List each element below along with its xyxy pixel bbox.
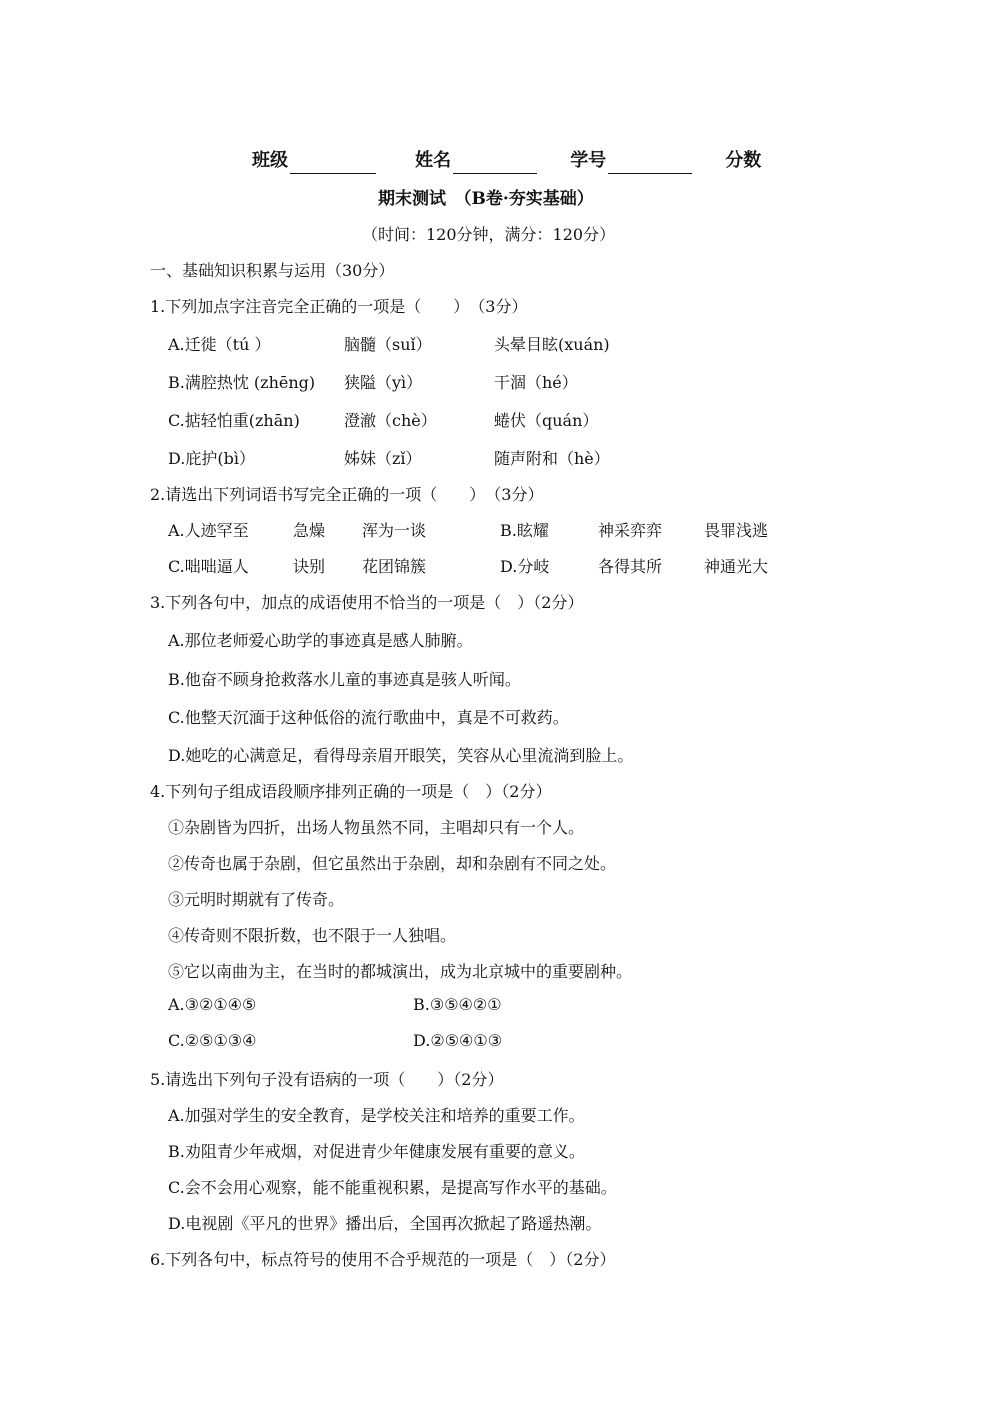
name-blank <box>453 155 537 174</box>
option-text: 各得其所 <box>598 557 663 576</box>
question-5-stem: 5.请选出下列句子没有语病的一项（ ）（2分） <box>150 1070 504 1089</box>
option-text: 随声附和（hè） <box>494 449 610 468</box>
name-label: 姓名 <box>415 150 452 171</box>
option-text: 神采弈弈 <box>598 521 663 540</box>
option-text: 花团锦簇 <box>362 557 427 576</box>
option-text: 干涸（hé） <box>494 373 578 392</box>
question-2-stem: 2.请选出下列词语书写完全正确的一项（ ） （3分） <box>150 485 544 504</box>
option-text: C.咄咄逼人 <box>168 557 249 576</box>
question-6-stem: 6.下列各句中，标点符号的使用不合乎规范的一项是（ ）（2分） <box>150 1250 616 1269</box>
option-text: C.他整天沉湎于这种低俗的流行歌曲中，真是不可救药。 <box>168 708 569 727</box>
class-blank <box>290 155 376 174</box>
sentence-text: ②传奇也属于杂剧，但它虽然出于杂剧，却和杂剧有不同之处。 <box>168 854 617 873</box>
section-heading: 一、基础知识积累与运用（30分） <box>150 261 395 280</box>
option-text: 狭隘（yì） <box>344 373 423 392</box>
option-text: 诀别 <box>293 557 326 576</box>
option-text: B.他奋不顾身抢救落水儿童的事迹真是骇人听闻。 <box>168 670 521 689</box>
option-text: A.那位老师爱心助学的事迹真是感人肺腑。 <box>168 631 473 650</box>
sentence-text: ⑤它以南曲为主，在当时的都城演出，成为北京城中的重要剧种。 <box>168 962 633 981</box>
score-label: 分数 <box>725 150 762 171</box>
option-text: 浑为一谈 <box>362 521 427 540</box>
option-text: B.满腔热忱 (zhēng) <box>168 373 316 392</box>
option-text: B.③⑤④②① <box>413 995 502 1014</box>
option-text: C.②⑤①③④ <box>168 1031 257 1050</box>
page-title: 期末测试 （B卷·夯实基础） <box>378 189 594 209</box>
option-text: D.分岐 <box>500 557 550 576</box>
option-text: C.掂轻怕重(zhān) <box>168 411 300 430</box>
option-text: 蜷伏（quán） <box>494 411 599 430</box>
sentence-text: ①杂剧皆为四折，出场人物虽然不同，主唱却只有一个人。 <box>168 818 585 837</box>
option-text: C.会不会用心观察，能不能重视积累，是提高写作水平的基础。 <box>168 1178 617 1197</box>
option-text: 澄澈（chè） <box>344 411 437 430</box>
option-text: 神通光大 <box>704 557 769 576</box>
option-text: B.眩耀 <box>500 521 549 540</box>
question-4-stem: 4.下列句子组成语段顺序排列正确的一项是（ ）（2分） <box>150 782 552 801</box>
option-text: 姊妹（zǐ） <box>344 449 422 468</box>
sentence-text: ③元明时期就有了传奇。 <box>168 890 345 909</box>
question-3-stem: 3.下列各句中，加点的成语使用不恰当的一项是（ ）（2分） <box>150 593 584 612</box>
option-text: 畏罪浅逃 <box>704 521 769 540</box>
id-label: 学号 <box>570 150 607 171</box>
sentence-text: ④传奇则不限折数，也不限于一人独唱。 <box>168 926 457 945</box>
option-text: 头晕目眩(xuán) <box>494 335 610 354</box>
option-text: A.迁徙（tú ） <box>168 335 271 354</box>
option-text: A.人迹罕至 <box>168 521 249 540</box>
option-text: B.劝阻青少年戒烟，对促进青少年健康发展有重要的意义。 <box>168 1142 585 1161</box>
id-blank <box>608 155 692 174</box>
class-label: 班级 <box>252 150 288 171</box>
option-text: D.庇护(bì） <box>168 449 255 468</box>
page-subtitle: （时间：120分钟，满分：120分） <box>362 225 616 244</box>
student-info-row <box>252 148 761 174</box>
option-text: A.③②①④⑤ <box>168 995 257 1014</box>
option-text: D.她吃的心满意足，看得母亲眉开眼笑，笑容从心里流淌到脸上。 <box>168 746 634 765</box>
option-text: A.加强对学生的安全教育，是学校关注和培养的重要工作。 <box>168 1106 585 1125</box>
option-text: 脑髓（suǐ） <box>344 335 432 354</box>
option-text: 急燥 <box>293 521 326 540</box>
option-text: D.电视剧《平凡的世界》播出后，全国再次掀起了路遥热潮。 <box>168 1214 602 1233</box>
question-1-stem: 1.下列加点字注音完全正确的一项是（ ） （3分） <box>150 297 528 316</box>
option-text: D.②⑤④①③ <box>413 1031 503 1050</box>
